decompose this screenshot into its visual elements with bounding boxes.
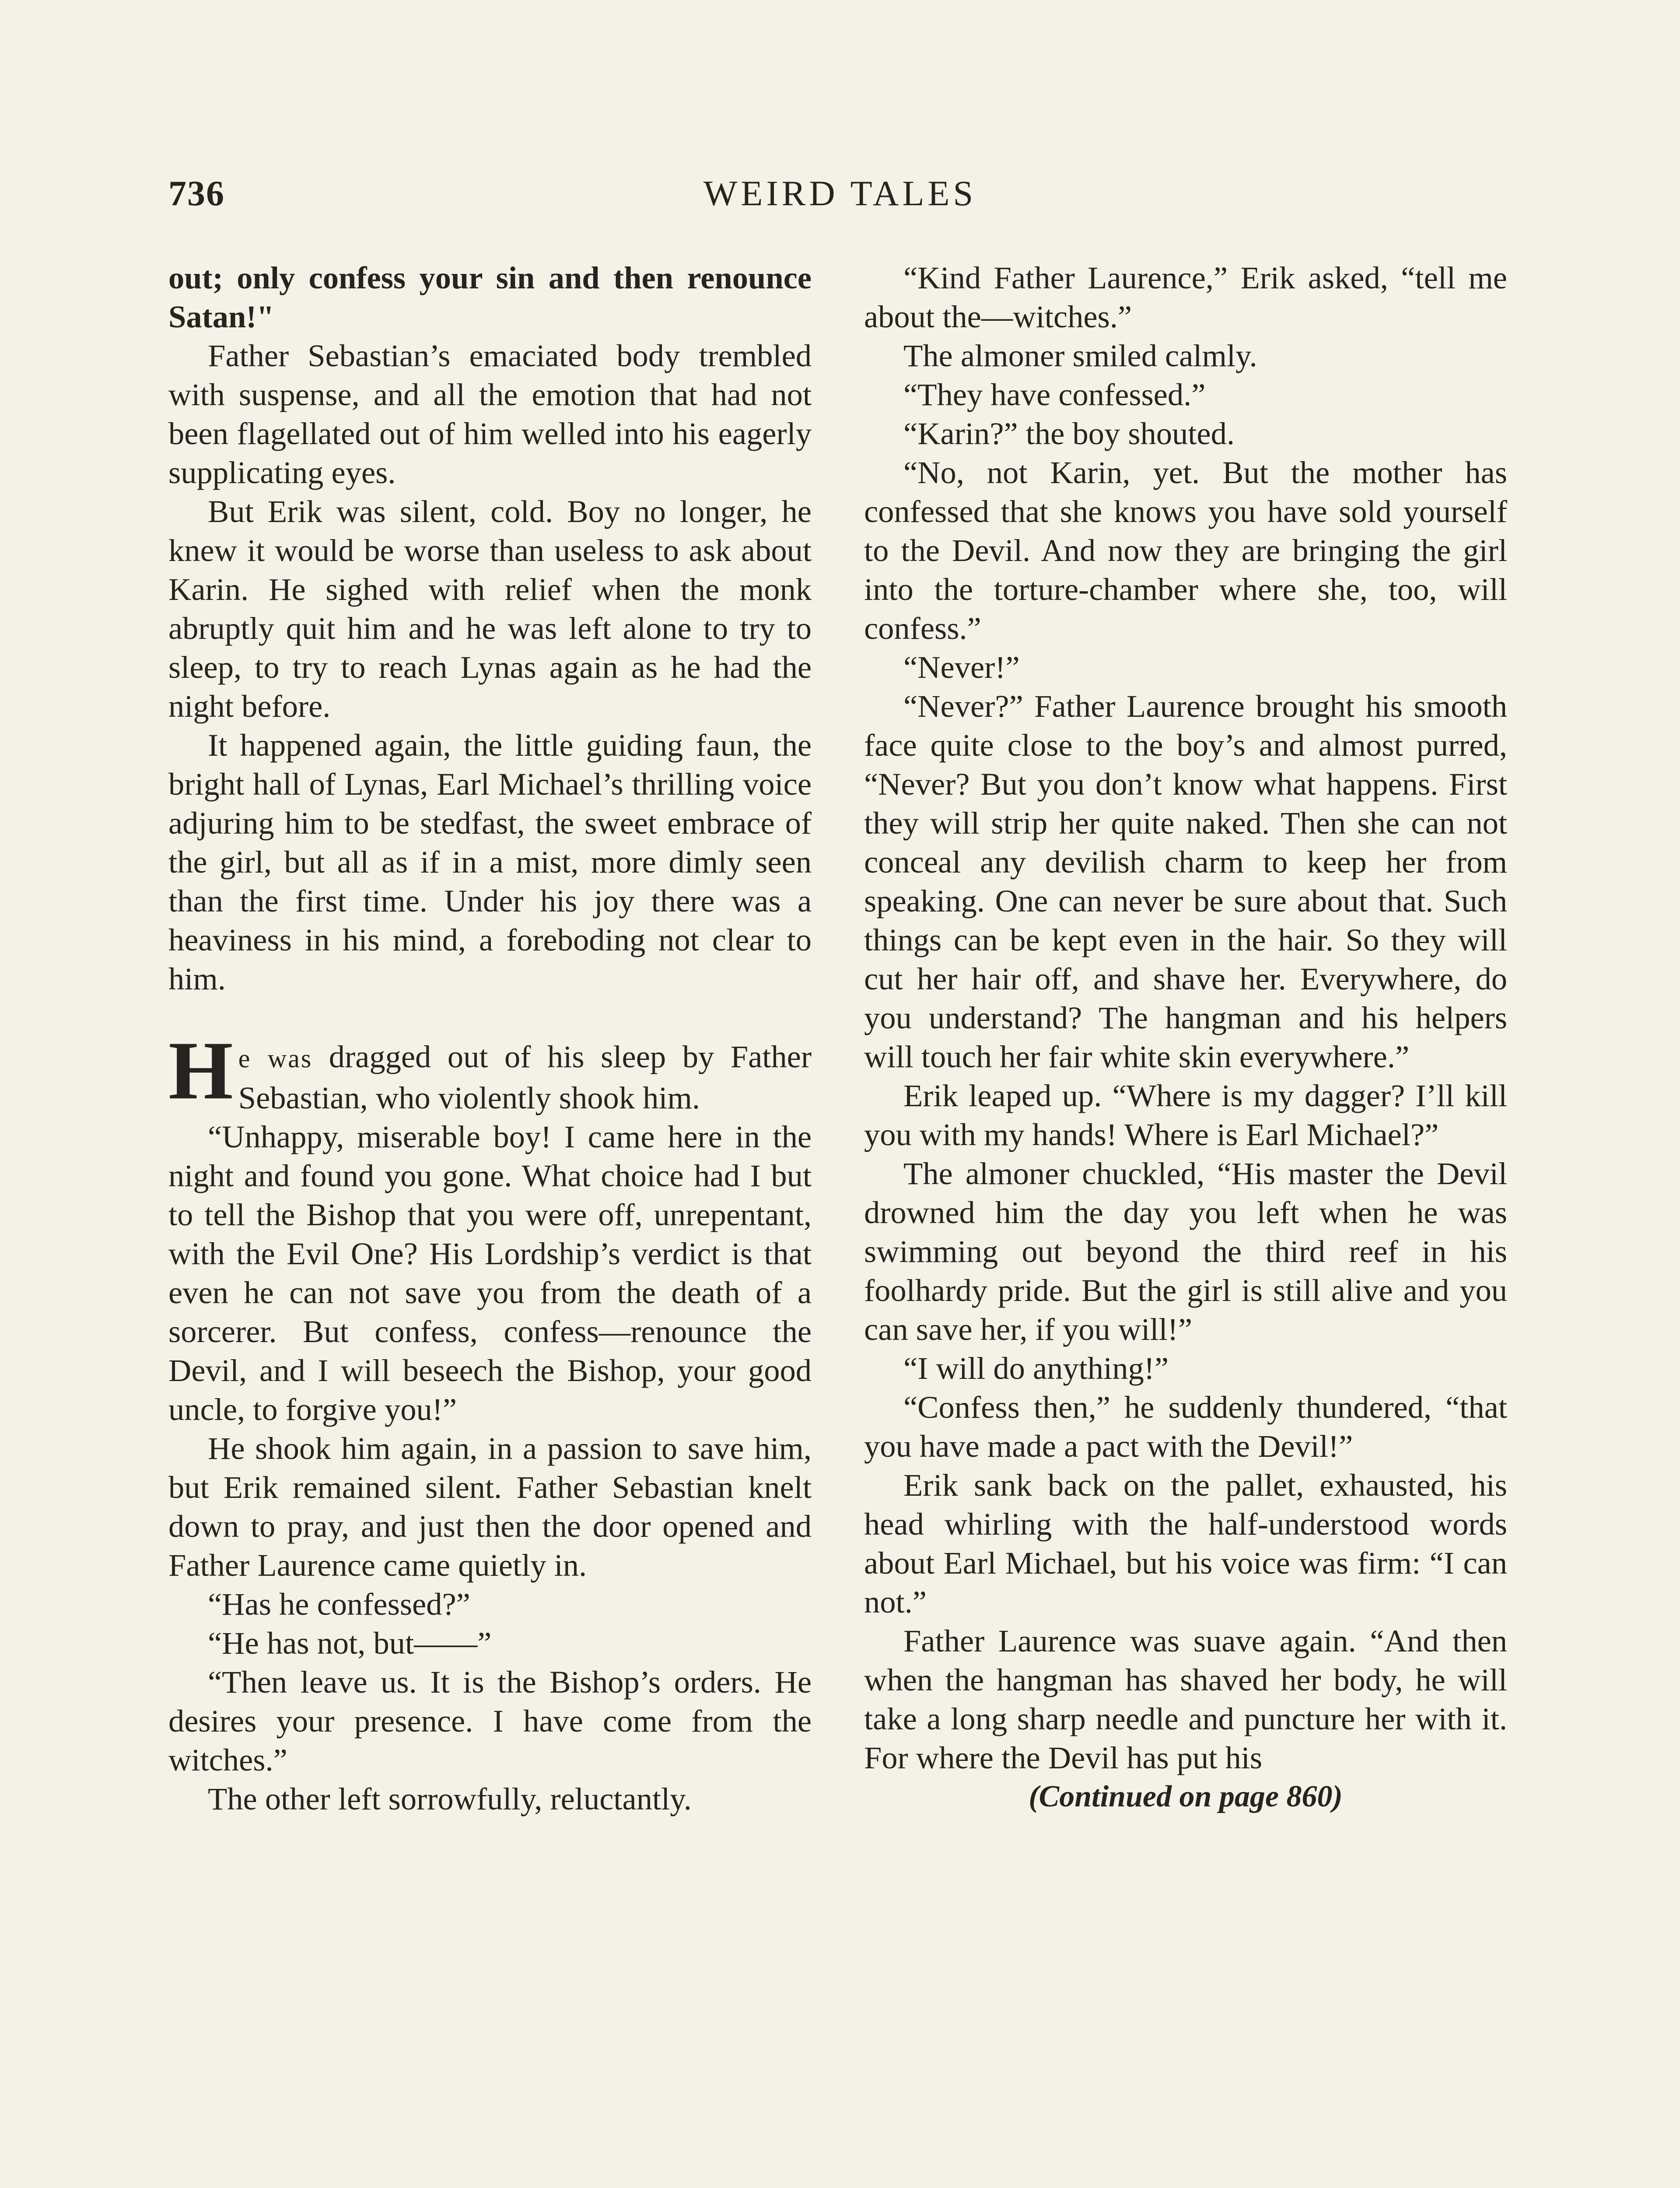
paragraph: The almoner chuckled, “His master the Devil drowned him the day you left when he was swimming out beyond the third reef in his foolhardy pride. But the girl is still alive and you can save her, if you will!”	[864, 1156, 1507, 1347]
paragraph: out; only confess your sin and then renounce Satan!"	[168, 260, 812, 334]
paragraph: “Unhappy, miserable boy! I came here in the night and found you gone. What choice had I but to tell the Bishop that you were off, unrepentant, with the Evil One? His Lordship’s verdict is that even he can not save you from the death of a sorcerer. But confess, confess—renounce the Devil, and I will beseech the Bishop, your good uncle, to forgive you!”	[168, 1119, 812, 1427]
page-header	[168, 173, 1512, 221]
paragraph: Father Laurence was suave again. “And then when the hangman has shaved her body, he will take a long sharp needle and puncture her with it. For where the Devil has put his	[864, 1623, 1507, 1775]
small-caps-lead: e was	[238, 1044, 313, 1073]
page-number: 736	[168, 173, 225, 213]
drop-cap: H	[168, 1025, 233, 1117]
paragraph: “He has not, but——”	[208, 1625, 492, 1661]
paragraph: But Erik was silent, cold. Boy no longer, he knew it would be worse than useless to ask about Karin. He sighed with relief when the monk abruptly quit him and he was left alone to try to sleep, to try to reach Lynas again as he had the night before.	[168, 494, 812, 724]
paragraph: “I will do anything!”	[903, 1350, 1169, 1386]
paragraph: “Never?” Father Laurence brought his smooth face quite close to the boy’s and almost purred, “Never? But you don’t know what happens. First they will strip her quite naked. Then she can not conceal any devilish charm to keep her from speaking. One can never be sure about that. Such things can be kept even in the hair. So they will cut her hair off, and shave her. Everywhere, do you understand? The hangman and his helpers will touch her fair white skin everywhere.”	[864, 688, 1507, 1074]
paragraph: “Has he confessed?”	[208, 1586, 470, 1622]
paragraph: Father Sebastian’s emaciated body trembled with suspense, and all the emotion that had not been flagellated out of him welled into his eagerly supplicating eyes.	[168, 338, 812, 490]
paragraph: The almoner smiled calmly.	[903, 338, 1257, 373]
paragraph: “Never!”	[903, 649, 1020, 685]
paragraph: “They have confessed.”	[903, 377, 1206, 412]
paragraph: “Then leave us. It is the Bishop’s orders. He desires your presence. I have come from the witches.”	[168, 1664, 812, 1778]
paragraph: Erik leaped up. “Where is my dagger? I’ll kill you with my hands! Where is Earl Michael?”	[864, 1078, 1507, 1152]
paragraph: “Karin?” the boy shouted.	[903, 416, 1235, 451]
section-start-paragraph	[168, 1025, 812, 1117]
running-title: WEIRD TALES	[703, 173, 977, 213]
left-column	[168, 258, 812, 2188]
continued-note: (Continued on page 860)	[1029, 1780, 1343, 1813]
right-column	[864, 258, 1507, 2188]
paragraph: It happened again, the little guiding faun, the bright hall of Lynas, Earl Michael’s thrilling voice adjuring him to be stedfast, the sweet embrace of the girl, but all as if in a mist, more dimly seen than the first time. Under his joy there was a heaviness in his mind, a foreboding not clear to him.	[168, 727, 812, 996]
paragraph: “Confess then,” he suddenly thundered, “that you have made a pact with the Devil!”	[864, 1389, 1507, 1464]
paragraph: “Kind Father Laurence,” Erik asked, “tell me about the—witches.”	[864, 260, 1507, 334]
paragraph: Erik sank back on the pallet, exhausted, his head whirling with the half-understood words about Earl Michael, but his voice was firm: “I can not.”	[864, 1467, 1507, 1620]
paragraph: He shook him again, in a passion to save him, but Erik remained silent. Father Sebastian knelt down to pray, and just then the door opened and Father Laurence came quietly in.	[168, 1431, 812, 1583]
paragraph-text: dragged out of his sleep by Father Sebastian, who violently shook him.	[238, 1039, 812, 1115]
paragraph: “No, not Karin, yet. But the mother has confessed that she knows you have sold yourself to the Devil. And now they are bringing the girl into the torture-chamber where she, too, will confess.”	[864, 455, 1507, 646]
paragraph: The other left sorrowfully, reluctantly.	[208, 1781, 692, 1816]
